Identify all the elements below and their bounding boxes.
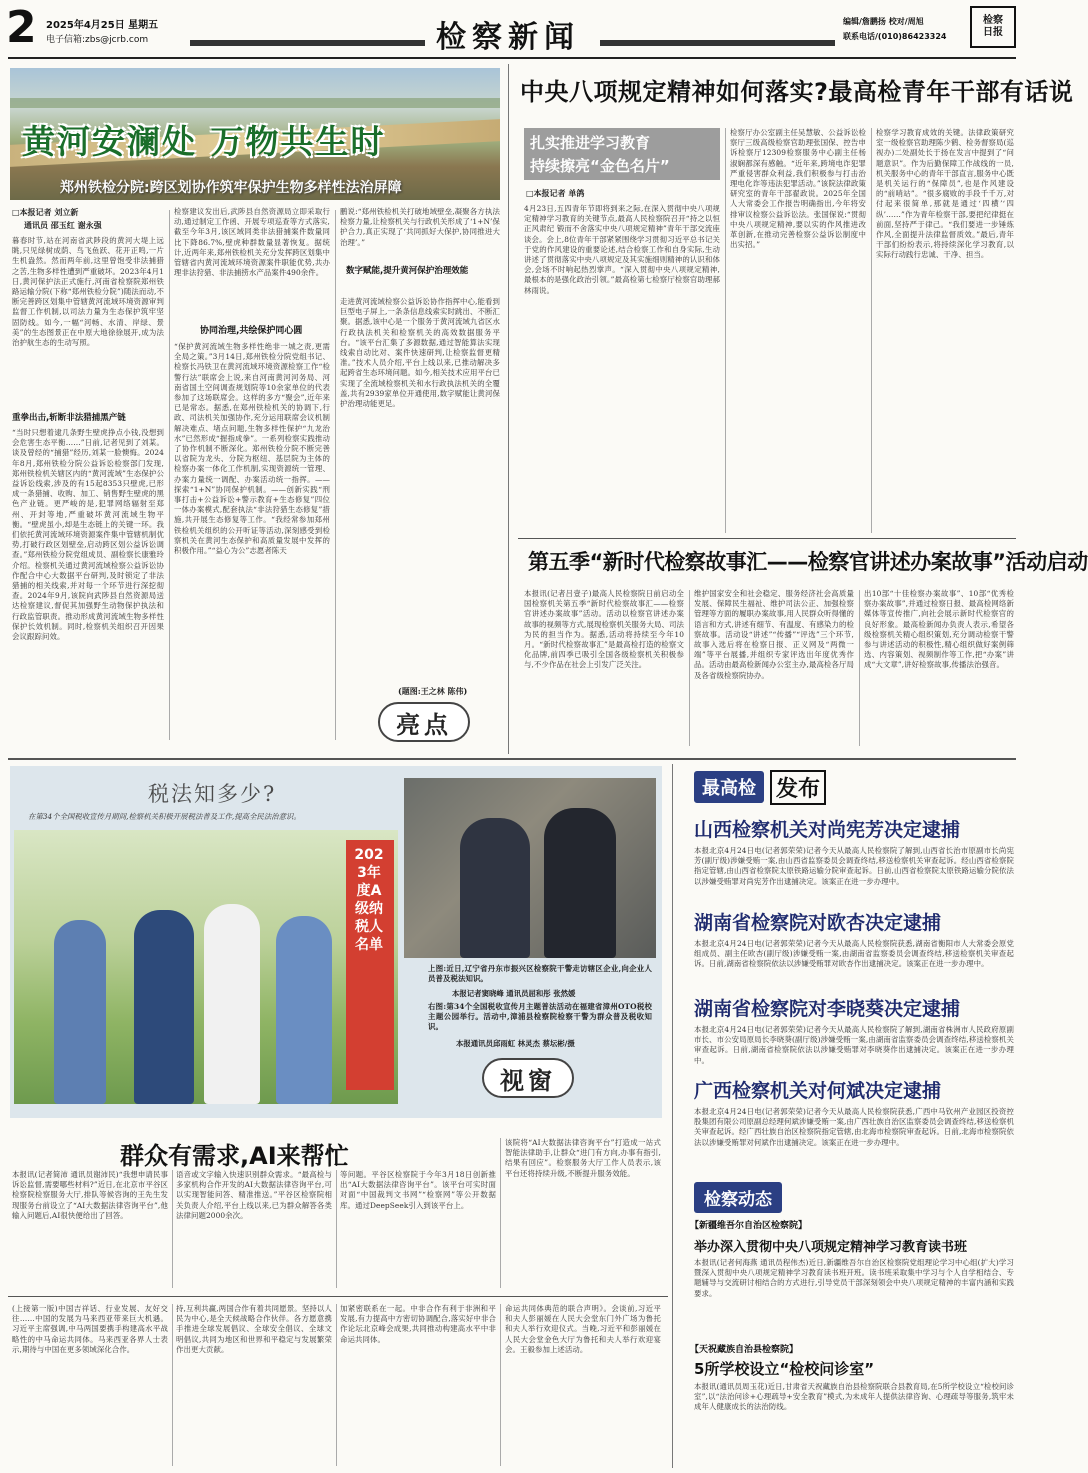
tax-badge-text: 2023年度A级纳税人名单 xyxy=(354,847,384,953)
ai-col1-text: 本报讯(记者简沛 通讯员谢沛民)“我想申请民事诉讼监督,需要哪些材料?”近日,在北京市平谷区检察院检察服务大厅,排队等候咨询的王先生发现服务台前设立了“AI大数据法律咨询平台”,他输入问题后,AI很快便给出了回答。 xyxy=(12,1170,168,1220)
issue-date: 2025年4月25日 星期五 xyxy=(46,20,159,31)
masthead-rule-left xyxy=(190,40,425,46)
dongtai-kicker-text: 检察动态 xyxy=(704,1190,772,1210)
release-2-text: 本报北京4月24日电(记者郭荣荣)记者今天从最高人民检察院获悉,湖南省衡阳市人大常委会原党组成员、副主任欧杏(副厅级)涉嫌受贿一案,由湖南省监察委员会调查终结,移送检察机关审查起诉。日前,湖南省检察院依法以涉嫌受贿罪对欧杏作出逮捕决定。该案正在进一步办理中。 xyxy=(694,939,1014,969)
youth-col-divider-1 xyxy=(725,128,726,533)
person-silhouette-1 xyxy=(54,920,106,1104)
dongtai-kicker-box xyxy=(694,1182,782,1213)
lead-sub1: 重拳出击,斩断非法猎捕黑产链 xyxy=(12,413,126,423)
lead-byline-correspondents: 通讯员 邵玉红 谢永强 xyxy=(24,220,102,230)
contact-phone: 联系电话/(010)86423324 xyxy=(843,32,947,41)
story-contest-col2-text: 维护国家安全和社会稳定、服务经济社会高质量发展、保障民生福祉、维护司法公正、加强检察管理等方面的履职办案故事,用人民群众听得懂的语言和方式,讲述有细节、有温度、有感染力的检察故事。活动设“讲述”“传播”“评选”三个环节,故事入选后将在检察日报、正义网及“两微一端”等平台展播,并组织专家评选出年度优秀作品。活动由最高检新闻办公室主办,最高检各厅局及各省级检察院协办。 xyxy=(694,589,854,680)
shichuang-label: 视窗 xyxy=(500,1066,556,1095)
youth-col-divider-2 xyxy=(871,128,872,533)
lead-sub3: 数字赋能,提升黄河保护治理效能 xyxy=(346,266,469,276)
release-1-text: 本报北京4月24日电(记者郭荣荣)记者今天从最高人民检察院了解到,山西省长治市原副市长尚宪芳(副厅级)涉嫌受贿一案,由山西省监察委员会调查终结,移送检察机关审查起诉。经山西省检察院指定管辖,由山西省检察院太原铁路运输分院审查起诉。日前,山西省检察院太原铁路运输分院依法以涉嫌受贿罪对尚宪芳作出逮捕决定。该案正在进一步办理中。 xyxy=(694,846,1014,886)
lead-col1-text: 暮春时节,站在河南省武陟段的黄河大堤上远眺,只见绿树成荫、鸟飞鱼跃、花开正鸣,一片生机盎然。然而两年前,这里曾饱受非法捕猎之苦,生物多样性遭到严重破坏。2023年4月1日,黄河保护法正式施行,河南省检察院郑州铁路运输分院(下称“郑州铁检分院”)随法而动,不断完善跨区划集中管辖黄河流域环境资源审判监督工作机制,以司法力量为生态保护筑牢坚固防线。如今,一幅“河畅、水清、岸绿、景美”的生态图景正在中原大地徐徐展开,成为法治护航生态的生动写照。 xyxy=(12,236,164,348)
masthead-bottom-rule xyxy=(8,57,1016,59)
youth-byline: □本报记者 单鸽 xyxy=(526,188,585,198)
mid-rule xyxy=(8,758,1016,760)
dongtai-item2-text: 本报讯(通讯员周玉花)近日,甘肃省天祝藏族自治县检察院联合县教育局,在5所学校设立“检校问诊室”,以“法治问诊+心理疏导+安全教育”模式,为未成年人提供法律咨询、心理疏导等服务,筑牢未成年人健康成长的法治防线。 xyxy=(694,1382,1014,1412)
shichuang-photo xyxy=(404,778,656,958)
lead-col2b-text: “保护黄河流域生物多样性绝非一城之责,更需全局之策。”3月14日,郑州铁检分院党组书记、检察长冯铁卫在黄河流域环境资源检察工作“检警行法”联席会上说,来自河南黄河河务局、河南省国土空间调查规划院等10余家单位的代表参加了这场联席会。这样的多方“聚会”,近年来已是常态。据悉,在郑州铁检机关的协调下,行政、司法机关加强协作,充分运用联席会议机制解决难点、堵点问题,生物多样性保护“九龙治水”已然形成“握指成拳”。一系列检察实践推动了协作机制不断深化。郑州铁检分院不断完善以省院为龙头、分院为枢纽、基层院为主体的检察办案一体化工作机制,实现资源统一管理、办案力量统一调配、办案活动统一指挥。——探索“1+N”协同保护机制。——创新实践“刑事打击+公益诉讼+警示教育+生态修复”四位一体办案模式,配套执法“非法狩猎生态修复”措施,共开展生态修复等工作。“我经常参加郑州铁检机关组织的公开听证等活动,深刻感受到检察机关在黄河生态保护和高质量发展中发挥的积极作用。”“益心为公”志愿者陈天 xyxy=(174,342,330,556)
newspaper-logo xyxy=(970,6,1016,48)
bottom-divider-2 xyxy=(336,1304,337,1466)
lead-col3b-text: 走进黄河流域检察公益诉讼协作指挥中心,能看到巨型电子屏上,一条条信息线索实时跳出、不断汇聚。据悉,该中心是一个服务于黄河流域九省区水行政执法机关和检察机关的高效数据服务平台。“该平台汇集了多源数据,通过智能算法实现线索自动比对、案件快速研判,让检察监督更精准。”技术人员介绍,平台上线以来,已推动解决多起跨省生态环境问题。如今,相关技术应用平台已实现了全流域检察机关和水行政执法机关的全覆盖,共有2939家单位开通使用,数字赋能让黄河保护治理动能更足。 xyxy=(340,297,500,409)
release-4-title: 广西检察机关对何斌决定逮捕 xyxy=(694,1080,942,1102)
shichuang-credit1: 本报记者窦晓峰 通讯员屈和彤 张然媛 xyxy=(452,989,576,998)
youth-banner-line2: 持续擦亮“金色名片” xyxy=(530,157,670,175)
release-2-title: 湖南省检察院对欧杏决定逮捕 xyxy=(694,912,942,934)
lead-byline-reporter: □本报记者 刘立新 xyxy=(12,207,79,217)
youth-bottom-rule xyxy=(518,538,1016,539)
ai-col2-text: 语音或文字输入快速识别群众需求。“最高检与多家机构合作开发的AI大数据法律咨询平台,可以实现智能问答、精准推送。”平谷区检察院相关负责人介绍,平台上线以来,已为群众解答各类法律问题2000余次。 xyxy=(176,1170,332,1220)
bottom-col3-text: 加紧密联系在一起。中非合作有利于非洲和平发展,有力提高中方密切协调配合,落实好中非合作论坛北京峰会成果,共同推动构建高水平中非命运共同体。 xyxy=(340,1304,496,1344)
release-kicker-text: 最高检 xyxy=(702,778,756,799)
story-contest-col3-text: 出10部“十佳检察办案故事”、10部“优秀检察办案故事”,并通过检察日报、最高检网络新媒体等宣传推广,向社会展示新时代检察官的良好形象。最高检新闻办负责人表示,希望各级检察机关精心组织策划,充分调动检察干警参与讲述活动的积极性,精心组织做好案例筛选、内容策划、视频制作等工作,把“办案”讲成“大文章”,讲好检察故事,传播法治强音。 xyxy=(864,589,1014,670)
lead-col1b-text: “当时只想着逮几条野生壁虎挣点小钱,没想到会危害生态平衡……”日前,记者见到了刘某。谈及曾经的“捕猎”经历,刘某一脸懊悔。2024年8月,郑州铁检分院公益诉讼检察部门发现,郑州铁检机关辖区内的“黄河流域”生态保护公益诉讼线索,涉及的有15起8353只壁虎,已形成一条猎捕、收购、加工、销售野生壁虎的黑色产业链。更严峻的是,犯罪网络辐射至郑州、开封等地,严重破坏黄河流域生物平衡。“壁虎虽小,却是生态链上的关键一环。我们依托黄河流域环境资源案件集中管辖机制优势,打破行政区划壁垒,启动跨区划公益诉讼调查。”郑州铁检分院党组成员、副检察长康雅玲介绍。检察机关通过黄河流域检察公益诉讼协作配合中心大数据平台研判,及时锁定了非法猎捕的相关线索,并对每一个环节进行深挖彻查。2024年9月,该院向武陟县自然资源局送达检察建议,督促其加强野生动物保护执法和行政监管职责。推动形成黄河流域生物多样性保护长效机制。同时,检察机关组织召开因果会议跟踪问效。 xyxy=(12,428,164,642)
lead-col3-text: 鹏说:“郑州铁检机关打破地域壁垒,凝聚各方执法检察力量,让检察机关与行政机关形成了‘1+N’保护合力,真正实现了‘共同抓好大保护,协同推进大治理’。” xyxy=(340,207,500,247)
bottom-divider-1 xyxy=(172,1304,173,1466)
page-divider-bottom xyxy=(672,764,673,1468)
lead-sub2: 协同治理,共绘保护同心圆 xyxy=(200,326,303,336)
story-contest-col1-text: 本报讯(记者吕壹子)最高人民检察院日前启动全国检察机关第五季“新时代检察故事汇——检察官讲述办案故事”活动。活动以检察官讲述办案故事的视频等方式,展现检察机关服务大局、司法为民的担当作为。据悉,活动将持续至今年10月。“新时代检察故事汇”是最高检打造的检察文化品牌,前四季已吸引全国各级检察机关积极参与,不少作品在社会上引发广泛关注。 xyxy=(524,589,684,670)
section-title: 检察新闻 xyxy=(436,20,580,55)
editor-credit: 编辑/詹鹏扬 校对/周旭 xyxy=(843,17,924,26)
release-3-title: 湖南省检察院对李晓葵决定逮捕 xyxy=(694,998,961,1020)
issue-email: 电子信箱:zbs@jcrb.com xyxy=(46,35,149,45)
story-contest-divider-2 xyxy=(859,590,860,746)
ai-col3-text: 等问题。平谷区检察院于今年3月18日创新推出“AI大数据法律咨询平台”。该平台可实时面对面“中国裁判文书网”“检察网”等公开数据库。通过DeepSeek引入到该平台上。 xyxy=(340,1170,496,1210)
ai-col4-text: 该院将“AI大数据法律咨询平台”打造成一站式智能法律助手,让群众“进门有方向,办事有指引,结果有回应”。检察服务大厅工作人员表示,该平台还将持续升级,不断提升服务效能。 xyxy=(505,1138,661,1178)
shichuang-credit2: 本报通讯员邱雨虹 林灵杰 蔡坛彬/摄 xyxy=(456,1039,575,1048)
ai-divider-3 xyxy=(500,1138,501,1288)
bottom-col2-text: 持,互利共赢,两国合作有着共同愿景。坚持以人民为中心,是全天候战略合作伙伴。各方愿意携手推进全球发展倡议、全球安全倡议、全球文明倡议,共同为地区和世界和平稳定与发展繁荣作出更大贡献。 xyxy=(176,1304,332,1354)
dongtai-item1-text: 本报讯(记者何海燕 通讯员程伟杰)近日,新疆维吾尔自治区检察院党组理论学习中心组(扩大)学习暨深入贯彻中央八项规定精神学习教育读书班开班。读书班采取集中学习与个人自学相结合、专题辅导与交流研讨相结合的方式进行,引导党员干部深刻领会中央八项规定精神的丰富内涵和实践要求。 xyxy=(694,1258,1014,1298)
person-silhouette-4 xyxy=(276,916,332,1104)
page-number: 2 xyxy=(6,2,37,53)
liangdian-stamp xyxy=(378,702,470,742)
bottom-col1-text: (上接第一版)中国吉祥话、行业发展、友好交往……中国的发展为马来西亚带来巨大机遇。习近平主席强调,中马两国要携手构建高水平战略性的中马命运共同体。马来西亚各界人士表示,期待与中国在更多领域深化合作。 xyxy=(12,1304,168,1354)
dongtai-item1-tag: 【新疆维吾尔自治区检察院】 xyxy=(690,1221,808,1231)
lead-col-divider-1 xyxy=(169,210,170,740)
liangdian-label: 亮点 xyxy=(396,710,452,739)
page-divider-top xyxy=(508,64,509,754)
person-silhouette-2 xyxy=(134,910,194,1104)
dongtai-item2-title: 5所学校设立“检校问诊室” xyxy=(694,1360,875,1378)
youth-col1-text: 4月23日,五四青年节即将到来之际,在深入贯彻中央八项规定精神学习教育的关键节点,最高人民检察院召开“持之以恒正风肃纪 锻而不舍落实中央八项规定精神”青年干部交流座谈会。会上,8位青年干部紧紧围绕学习贯彻习近平总书记关于党的作风建设的重要论述,结合检察工作和自身实际,生动讲述了贯彻落实中央八项规定及其实施细则精神的认识和体会,会场不时响起热烈掌声。“深入贯彻中央八项规定精神,最根本的是强化政治引领。”最高检第七检察厅检察官助理郝林雨说。 xyxy=(524,204,720,295)
shichuang-stamp xyxy=(482,1058,574,1098)
tax-group-photo xyxy=(14,830,398,1104)
shichuang-caption2: 右图:第34个全国税收宣传月主题普法活动在福建省漳州OTO税校主题公园举行。活动中,漳浦县检察院检察干警为群众普及税收知识。 xyxy=(428,1002,652,1032)
tax-title: 税法知多少? xyxy=(148,782,277,806)
person-silhouette-3 xyxy=(204,904,260,1104)
shichuang-caption1: 上图:近日,辽宁省丹东市振兴区检察院干警走访辖区企业,向企业人员普及税法知识。 xyxy=(428,964,652,984)
lead-photo-credit: (题图:王之林 陈伟) xyxy=(398,686,468,696)
story-contest-headline: 第五季“新时代检察故事汇——检察官讲述办案故事”活动启动 xyxy=(528,550,1088,574)
lead-headline: 黄河安澜处 万物共生时 xyxy=(22,122,386,161)
release-1-title: 山西检察机关对尚宪芳决定逮捕 xyxy=(694,819,961,841)
lead-col2-text: 检察建议发出后,武陟县自然资源局立即采取行动,通过制定工作函、开展专项巡查等方式落实,截至今年3月,该区域同类非法猎捕案件数量同比下降86.7%,壁虎种群数量显著恢复。据统计,近两年来,郑州铁检机关充分发挥跨区划集中管辖省内黄河流域环境资源案件职能优势,共办理非法狩猎、非法捕捞水产品案件490余件。 xyxy=(174,207,330,278)
youth-col3-text: 检察学习教育成效的关键。法律政策研究室一级检察官助理陈少鹤、检务督察局(巡视办)二处副处长于扬在发言中提到了“问题意识”。作为后勤保障工作战线的一员,机关服务中心的青年干部直言,服务中心既是机关运行的“保障员”,也是作风建设的“前哨站”。“很多腐败的手段千千万,对付起来很简单,那就是通过‘四横’‘四纵’……”作为青年检察干部,要把纪律挺在前面,坚持严于律己。“我们要进一步锤炼作风,全面提升法律监督质效。”最后,青年干部们纷纷表示,将持续深化学习教育,以实际行动践行忠诚、干净、担当。 xyxy=(876,128,1014,260)
release-kicker-box xyxy=(694,771,764,803)
lead-subheadline: 郑州铁检分院:跨区划协作筑牢保护生物多样性法治屏障 xyxy=(60,180,402,196)
ai-divider-1 xyxy=(172,1170,173,1288)
bottom-rule xyxy=(8,1296,668,1297)
dongtai-item1-title: 举办深入贯彻中央八项规定精神学习教育读书班 xyxy=(694,1240,968,1255)
ai-headline: 群众有需求,AI来帮忙 xyxy=(120,1142,349,1170)
lead-col-divider-2 xyxy=(335,210,336,740)
youth-headline: 中央八项规定精神如何落实?最高检青年干部有话说 xyxy=(520,78,1074,106)
release-kicker xyxy=(694,772,864,802)
youth-banner-line1: 扎实推进学习教育 xyxy=(530,134,651,152)
youth-col2-text: 检察厅办公室副主任吴慧敏、公益诉讼检察厅三级高级检察官助理张国保、控告申诉检察厅12309检察服务中心副主任杨淑娴都深有感触。“近年来,跨境电诈犯罪严重侵害群众利益,我们积极参与打击治理电化诈等违法犯罪活动。”该院法律政策研究室的青年干部翟政说。2025年全国人大常委会工作报告明确指出,今年将安排审议检察公益诉讼法。张国保说:“贯彻中央八项规定精神,要以实的作风推进改革创新,在推动完善检察公益诉讼制度中出实招。” xyxy=(730,128,866,250)
dongtai-kicker xyxy=(694,1182,782,1213)
release-3-text: 本报北京4月24日电(记者郭荣荣)记者今天从最高人民检察院了解到,湖南省株洲市人民政府原副市长、市公安局原局长李晓葵(副厅级)涉嫌受贿一案,由湖南省监察委员会调查终结,移送检察机关审查起诉。日前,湖南省检察院依法以涉嫌受贿罪对李晓葵作出逮捕决定。该案正在进一步办理中。 xyxy=(694,1025,1014,1065)
person-silhouette-6 xyxy=(544,808,616,958)
release-4-text: 本报北京4月24日电(记者郭荣荣)记者今天从最高人民检察院获悉,广西中马钦州产业园区投资控股集团有限公司原副总经理何斌涉嫌受贿一案,由广西壮族自治区监察委员会调查终结,移送检察机关审查起诉。经广西壮族自治区检察院指定管辖,由北海市检察院审查起诉。日前,北海市检察院依法以涉嫌受贿罪对何斌作出逮捕决定。该案正在进一步办理中。 xyxy=(694,1107,1014,1147)
newspaper-logo-text: 检察日报 xyxy=(983,15,1003,38)
story-contest-divider-1 xyxy=(689,590,690,746)
youth-banner xyxy=(524,128,720,180)
dongtai-item2-tag: 【天祝藏族自治县检察院】 xyxy=(690,1345,799,1355)
person-silhouette-5 xyxy=(460,818,530,958)
tax-caption: 在第34个全国税收宣传月期间,检察机关积极开展税法普及工作,提高全民法治意识。 xyxy=(28,812,301,821)
bottom-col4-text: 命运共同体典范的联合声明》。会谈前,习近平和夫人彭丽媛在人民大会堂东门外广场为鲁托和夫人举行欢迎仪式。当晚,习近平和彭丽媛在人民大会堂金色大厅为鲁托和夫人举行欢迎宴会。王毅参加上述活动。 xyxy=(505,1304,661,1354)
bottom-divider-3 xyxy=(500,1304,501,1466)
ai-divider-2 xyxy=(336,1170,337,1288)
masthead-rule-right xyxy=(600,40,835,46)
release-kicker2-text: 发布 xyxy=(770,770,826,805)
